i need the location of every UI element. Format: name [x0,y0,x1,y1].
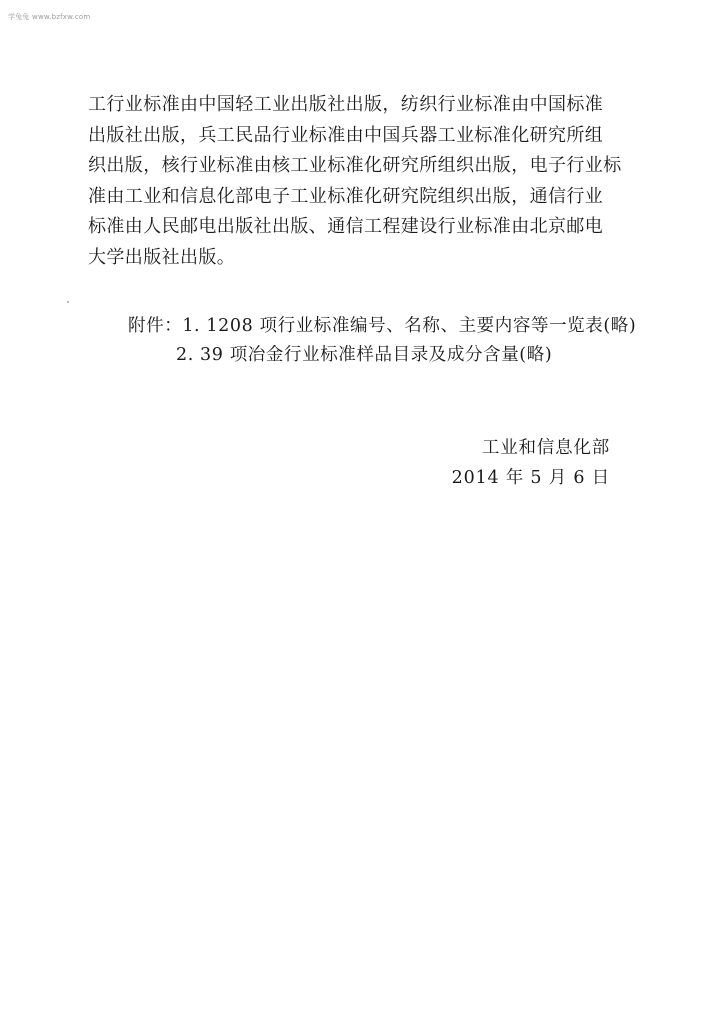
body-paragraph [88,90,622,273]
body-line: 大学出版社出版。 [88,246,236,268]
body-line: 工行业标准由中国轻工业出版社出版，纺织行业标准由中国标准 [88,94,604,115]
signature-block [452,433,610,493]
body-line: 准由工业和信息化部电子工业标准化研究院组织出版，通信行业 [88,185,604,207]
body-line: 标准由人民邮电出版社出版、通信工程建设行业标准由北京邮电 [88,216,604,237]
body-line: 出版社出版，兵工民品行业标准由中国兵器工业标准化研究所组 [88,124,604,146]
scan-artifact [67,301,69,303]
attachments-block [128,312,636,370]
attachment-item-2: 2. 39 项冶金行业标准样品目录及成分含量(略) [176,345,553,365]
attachment-row-1 [128,312,636,341]
issuer-name: 工业和信息化部 [481,438,610,458]
attachment-item-1: 1. 1208 项行业标准编号、名称、主要内容等一览表(略) [182,316,637,336]
watermark-text: 学兔兔 www.bzfxw.com [8,13,91,21]
issue-date: 2014 年 5 月 6 日 [451,468,610,488]
attachments-label: 附件： [128,316,183,336]
body-line: 织出版，核行业标准由核工业标准化研究所组织出版，电子行业标 [88,155,622,176]
attachment-row-2 [128,341,636,370]
